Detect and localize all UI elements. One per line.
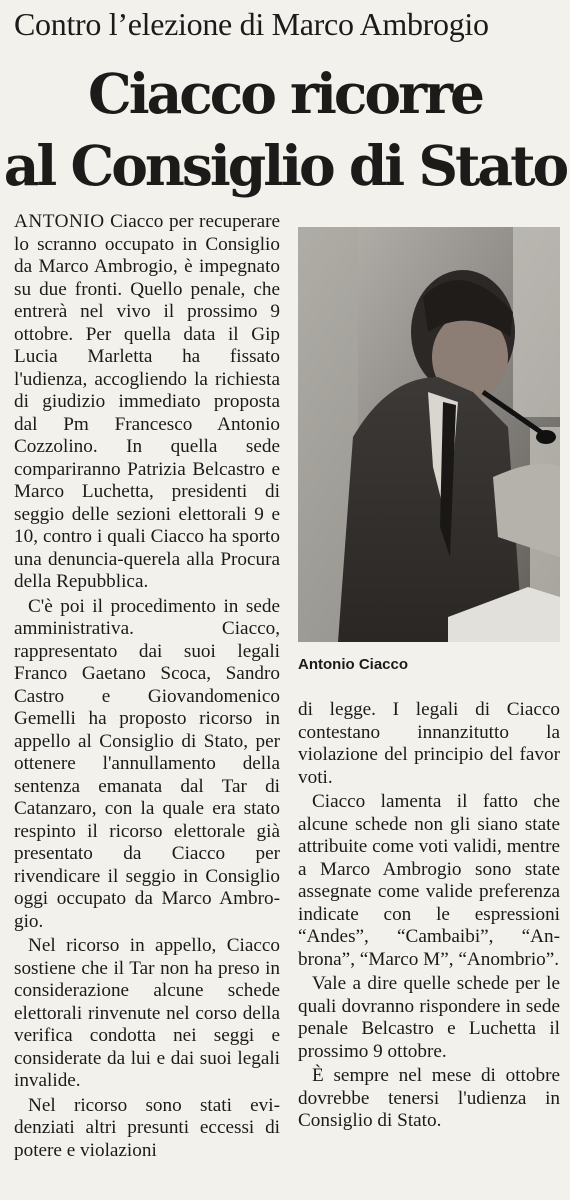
- paragraph: È sempre nel mese di ottobre dovrebbe tenersi l'udienza in Consiglio di Stato.: [298, 1065, 560, 1131]
- paragraph: di legge. I legali di Ciacco contestano innanzitutto la violazione del principio del favor voti.: [298, 699, 560, 788]
- paragraph: C'è poi il procedimento in sede amministrativa. Ciacco, rappresentato dai suoi legali Franco Gaetano Scoca, Sandro Castro e Giovandomenico Gemelli ha proposto ricorso in appello al Consiglio di Stato, per ottenere l'annullamento della sentenza emanata dal Tar di Catanzaro, con la quale era stato respinto il ricorso elettorale già presentato da Ciacco per rivendicare il seggio in Consiglio oggi occupato da Marco Ambrogio.: [14, 595, 280, 932]
- headline-line-1: Ciacco ricorre: [87, 61, 483, 126]
- text-column-1: [14, 211, 280, 1162]
- lead-word: ANTONIO: [14, 211, 105, 232]
- paragraph-text: Ciacco per recuperare lo scranno occupato in Consiglio da Marco Ambrogio, è impegnato su due fronti. Quello penale, che entrerà nel vivo il prossimo 9 ottobre. Per quella data il Gip Lucia Marletta ha fissato l'udienza, accogliendo la richiesta di giudizio immediato proposta dal Pm Francesco Antonio Cozzolino. In quella sede compariranno Patrizia Belcastro e Marco Luchetta, presidenti di seggio delle sezioni elettorali 9 e 10, contro i quali Ciacco ha sporto una denuncia-querela alla Procura della Repubblica.: [14, 211, 280, 592]
- text-column-2: [298, 699, 560, 1133]
- headline-line-2: al Consiglio di Stato: [3, 133, 567, 198]
- paragraph: Vale a dire quelle schede per le quali dovranno rispondere in sede penale Belcastro e Luchetta il prossimo 9 ottobre.: [298, 973, 560, 1062]
- paragraph: Ciacco lamenta il fatto che alcune schede non gli siano state attribuite come voti validi, mentre a Marco Ambrogio sono state assegnate come valide preferenza indicate con le espressioni “Andes”, “Cambaibi”, “Anbrona”, “Marco M”, “Anombrio”.: [298, 791, 560, 970]
- paragraph: Nel ricorso in appello, Ciacco sostiene che il Tar non ha preso in considerazione alcune schede elettorali rinvenute nel corso della verifica condotta nei seggi e considerate da lui e dai suoi legali invalide.: [14, 935, 280, 1091]
- overline: Contro l’elezione di Marco Ambrogio: [14, 6, 489, 42]
- portrait-photo: [298, 227, 560, 642]
- paragraph: Nel ricorso sono stati evidenziati altri presunti eccessi di potere e violazioni: [14, 1094, 280, 1161]
- paragraph: [14, 211, 280, 594]
- photo-caption: Antonio Ciacco: [298, 656, 409, 673]
